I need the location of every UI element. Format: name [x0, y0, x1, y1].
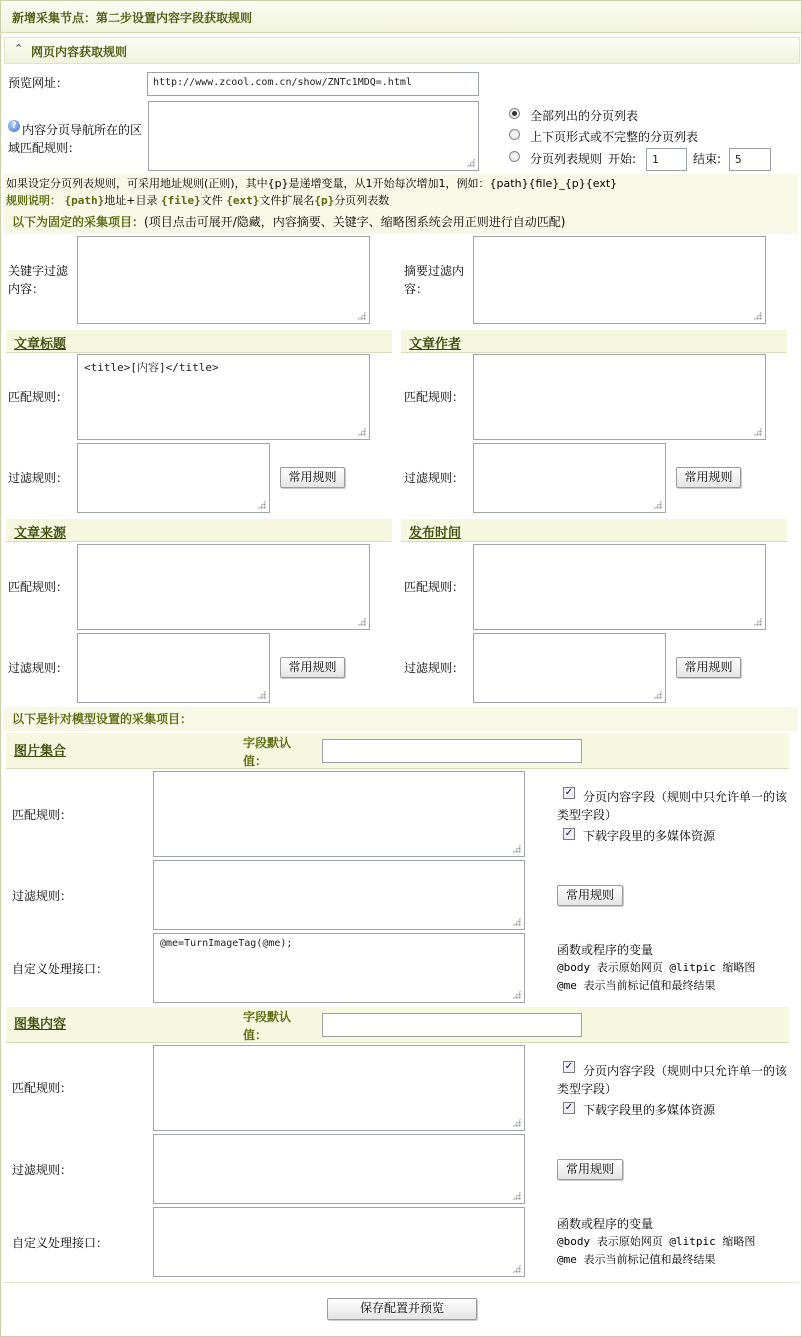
resize-grip-icon[interactable] — [512, 990, 521, 999]
rule-file-desc: 文件 — [200, 194, 223, 207]
resize-grip-icon[interactable] — [257, 500, 266, 509]
rule-p-token: {p} — [314, 194, 335, 207]
author-filter-label: 过滤规则： — [404, 471, 465, 485]
resize-grip-icon[interactable] — [653, 500, 662, 509]
source-filter-textarea[interactable] — [77, 633, 270, 703]
author-match-label: 匹配规则： — [404, 390, 465, 404]
source-common-rules-button[interactable]: 常用规则 — [280, 657, 345, 678]
source-match-textarea[interactable] — [77, 544, 370, 630]
start-label: 开始: — [608, 152, 637, 166]
field1-match-textarea[interactable] — [153, 771, 525, 857]
resize-grip-icon[interactable] — [512, 1118, 521, 1127]
source-match-label: 匹配规则： — [8, 580, 69, 594]
rule-file-token: {file} — [160, 194, 201, 207]
end-label: 结束: — [693, 152, 722, 166]
fixed-caption-note: (项目点击可展开/隐藏，内容摘要、关键字、缩略图系统会用正则进行自动匹配) — [144, 215, 566, 229]
source-filter-label: 过滤规则： — [8, 661, 69, 675]
section-title: 网页内容获取规则 — [31, 45, 128, 59]
author-header-text: 文章作者 — [409, 337, 462, 352]
resize-grip-icon[interactable] — [357, 311, 366, 320]
field2-custom-label: 自定义处理接口： — [12, 1236, 109, 1250]
radio-page-list-rule[interactable] — [509, 151, 520, 162]
resize-grip-icon[interactable] — [512, 917, 521, 926]
time-match-label: 匹配规则： — [404, 580, 465, 594]
field1-custom-value: @me=TurnImageTag(@me); — [160, 938, 293, 949]
title-match-value: <title>[内容]</title> — [84, 361, 219, 374]
radio-all-pages-label: 全部列出的分页列表 — [530, 109, 639, 123]
title-filter-textarea[interactable] — [77, 443, 270, 513]
field1-custom-textarea[interactable] — [153, 933, 525, 1003]
rule-path-token: {path} — [64, 194, 105, 207]
title-match-label: 匹配规则： — [8, 390, 69, 404]
field2-paged-label: 分页内容字段（规则中只允许单一的该类型字段） — [557, 1064, 788, 1096]
author-match-textarea[interactable] — [473, 354, 766, 440]
resize-grip-icon[interactable] — [753, 617, 762, 626]
keyword-filter-label: 关键字过滤内容： — [8, 264, 69, 296]
field2-paged-checkbox[interactable]: ✓ — [564, 1061, 574, 1072]
field2-filter-label: 过滤规则： — [12, 1163, 73, 1177]
time-match-textarea[interactable] — [473, 544, 766, 630]
field2-var-line1: @body 表示原始网页 @litpic 缩略图 — [557, 1235, 756, 1248]
rule-ext-token: {ext} — [226, 194, 260, 207]
resize-grip-icon[interactable] — [512, 1191, 521, 1200]
field1-var-title: 函数或程序的变量 — [557, 943, 654, 957]
fixed-caption-title: 以下为固定的采集项目： — [12, 215, 145, 229]
author-common-rules-button[interactable]: 常用规则 — [676, 467, 741, 488]
time-header[interactable] — [401, 519, 787, 542]
field1-var-line2: @me 表示当前标记值和最终结果 — [557, 979, 716, 992]
field2-filter-textarea[interactable] — [153, 1134, 525, 1204]
field2-default-input[interactable] — [322, 1013, 582, 1037]
field1-common-rules-button[interactable]: 常用规则 — [557, 885, 623, 906]
field1-default-label: 字段默认值： — [243, 736, 292, 768]
field1-paged-checkbox[interactable]: ✓ — [564, 787, 574, 798]
author-filter-textarea[interactable] — [473, 443, 666, 513]
end-input[interactable]: 5 — [729, 148, 771, 171]
field2-var-line2: @me 表示当前标记值和最终结果 — [557, 1253, 716, 1266]
field1-filter-label: 过滤规则： — [12, 889, 73, 903]
radio-page-list-rule-label: 分页列表规则 — [530, 152, 603, 166]
field2-common-rules-button[interactable]: 常用规则 — [557, 1159, 623, 1180]
time-filter-label: 过滤规则： — [404, 661, 465, 675]
page-header — [1, 1, 801, 33]
radio-prev-next[interactable] — [509, 129, 520, 140]
pagination-area-textarea[interactable] — [148, 101, 479, 171]
title-match-textarea[interactable] — [77, 354, 370, 440]
field1-name[interactable]: 图片集合 — [14, 744, 67, 759]
preview-url-label: 预览网址： — [8, 76, 69, 90]
save-preview-button[interactable]: 保存配置并预览 — [327, 1298, 477, 1320]
rule-path-desc: 地址+目录 — [104, 194, 158, 207]
keyword-filter-textarea[interactable] — [77, 236, 370, 324]
field1-filter-textarea[interactable] — [153, 860, 525, 930]
preview-url-input[interactable]: http://www.zcool.com.cn/show/ZNTc1MDQ=.html — [147, 72, 479, 96]
time-header-text: 发布时间 — [409, 526, 462, 541]
pagination-hint: 如果设定分页列表规则，可采用地址规则(正则)，其中{p}是递增变量，从1开始每次增加1，例如：{path}{file}_{p}{ext} — [6, 177, 618, 190]
source-header-text: 文章来源 — [14, 526, 67, 541]
title-header[interactable] — [6, 330, 392, 353]
field1-download-checkbox[interactable]: ✓ — [564, 828, 574, 839]
radio-prev-next-label: 上下页形式或不完整的分页列表 — [530, 130, 699, 144]
resize-grip-icon[interactable] — [512, 844, 521, 853]
rule-explanation — [6, 192, 389, 210]
time-common-rules-button[interactable]: 常用规则 — [676, 657, 741, 678]
resize-grip-icon[interactable] — [753, 311, 762, 320]
field2-download-checkbox[interactable]: ✓ — [564, 1102, 574, 1113]
field2-custom-textarea[interactable] — [153, 1207, 525, 1277]
summary-filter-label: 摘要过滤内容： — [404, 264, 465, 296]
resize-grip-icon[interactable] — [466, 158, 475, 167]
summary-filter-textarea[interactable] — [473, 236, 766, 324]
resize-grip-icon[interactable] — [653, 690, 662, 699]
field1-download-label: 下载字段里的多媒体资源 — [583, 829, 716, 843]
rule-ext-desc: 文件扩展名 — [259, 194, 315, 207]
field1-default-input[interactable] — [322, 739, 582, 763]
field2-name[interactable]: 图集内容 — [14, 1017, 67, 1032]
title-filter-label: 过滤规则： — [8, 471, 69, 485]
source-header[interactable] — [6, 519, 392, 542]
start-input[interactable]: 1 — [646, 148, 687, 171]
model-caption: 以下是针对模型设置的采集项目： — [12, 712, 193, 726]
resize-grip-icon[interactable] — [257, 690, 266, 699]
section-header[interactable] — [4, 37, 800, 64]
help-icon[interactable]: ? — [8, 120, 20, 132]
time-filter-textarea[interactable] — [473, 633, 666, 703]
title-common-rules-button[interactable]: 常用规则 — [280, 467, 345, 488]
resize-grip-icon[interactable] — [512, 1264, 521, 1273]
title-header-text: 文章标题 — [14, 337, 67, 352]
pagination-area-label: 内容分页导航所在的区域匹配规则： — [8, 123, 143, 155]
radio-all-pages[interactable] — [509, 108, 520, 119]
author-header[interactable] — [401, 330, 787, 353]
footer-divider — [3, 1282, 798, 1283]
field2-match-textarea[interactable] — [153, 1045, 525, 1131]
collapse-icon[interactable]: ⌃ — [14, 42, 24, 55]
field1-custom-label: 自定义处理接口： — [12, 962, 109, 976]
field2-match-label: 匹配规则： — [12, 1081, 73, 1095]
rule-p-desc: 分页列表数 — [334, 194, 390, 207]
field2-default-label: 字段默认值： — [243, 1010, 292, 1042]
rule-caption: 规则说明： — [6, 194, 61, 207]
resize-grip-icon[interactable] — [753, 427, 762, 436]
field1-match-label: 匹配规则： — [12, 808, 73, 822]
field2-download-label: 下载字段里的多媒体资源 — [583, 1103, 716, 1117]
field1-var-line1: @body 表示原始网页 @litpic 缩略图 — [557, 961, 756, 974]
page-title: 新增采集节点：第二步设置内容字段获取规则 — [12, 11, 253, 25]
fixed-caption — [12, 213, 565, 231]
resize-grip-icon[interactable] — [357, 617, 366, 626]
field2-var-title: 函数或程序的变量 — [557, 1217, 654, 1231]
field1-paged-label: 分页内容字段（规则中只允许单一的该类型字段） — [557, 790, 788, 822]
resize-grip-icon[interactable] — [357, 427, 366, 436]
